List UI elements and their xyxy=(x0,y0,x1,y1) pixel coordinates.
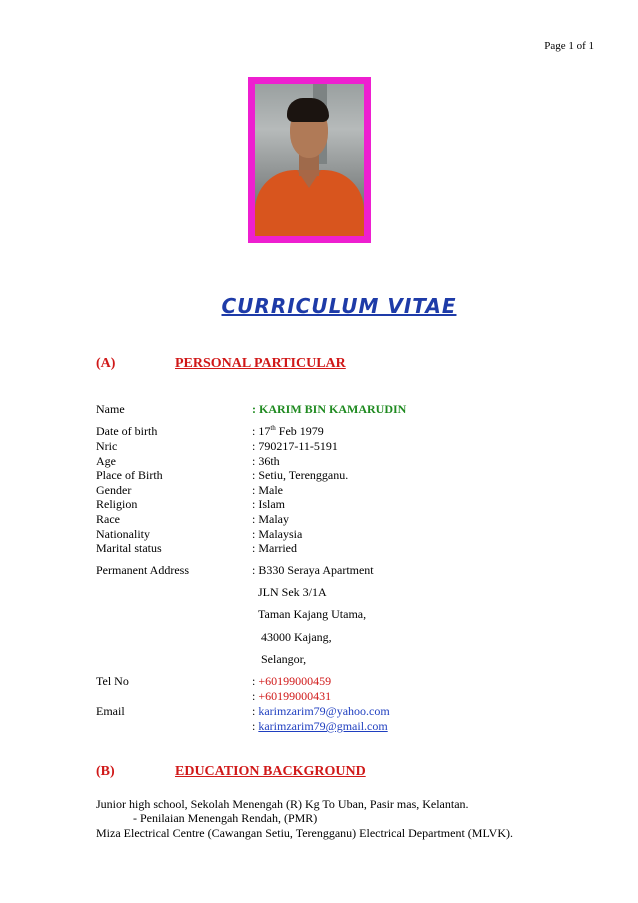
email-label: Email xyxy=(96,704,125,718)
field-value: : Islam xyxy=(252,497,285,511)
section-b-title: EDUCATION BACKGROUND xyxy=(175,764,366,779)
field-label: Gender xyxy=(96,483,132,497)
field-label: Race xyxy=(96,512,120,526)
address-label: Permanent Address xyxy=(96,563,189,577)
field-value: : Malay xyxy=(252,512,289,526)
field-label: Religion xyxy=(96,497,138,511)
profile-photo xyxy=(248,77,371,243)
dob-value: : 17th Feb 1979 xyxy=(252,424,324,438)
address-line: Selangor, xyxy=(261,652,307,666)
education-line: Miza Electrical Centre (Cawangan Setiu, Terengganu) Electrical Department (MLVK). xyxy=(96,826,513,840)
tel-value-2: : +60199000431 xyxy=(252,689,332,703)
page-number: Page 1 of 1 xyxy=(544,40,594,52)
field-label: Age xyxy=(96,454,116,468)
address-line: Taman Kajang Utama, xyxy=(258,607,367,621)
dob-label: Date of birth xyxy=(96,424,158,438)
name-label: Name xyxy=(96,402,125,416)
field-value: : 790217-11-5191 xyxy=(252,439,338,453)
name-value: : KARIM BIN KAMARUDIN xyxy=(252,402,407,416)
field-label: Place of Birth xyxy=(96,468,163,482)
portrait-image xyxy=(255,84,364,236)
field-value: : 36th xyxy=(252,454,280,468)
field-label: Nric xyxy=(96,439,118,453)
section-a-title: PERSONAL PARTICULAR xyxy=(175,356,346,371)
education-line: - Penilaian Menengah Rendah, (PMR) xyxy=(133,811,318,825)
section-b-letter: (B) xyxy=(96,764,115,779)
field-value: : Male xyxy=(252,483,283,497)
email-link-yahoo[interactable]: karimzarim79@yahoo.com xyxy=(258,704,390,718)
field-value: : Married xyxy=(252,541,297,555)
document-title: CURRICULUM VITAE xyxy=(221,294,457,318)
email-value-2: : karimzarim79@gmail.com xyxy=(252,719,388,733)
address-line: : B330 Seraya Apartment xyxy=(252,563,374,577)
address-line: JLN Sek 3/1A xyxy=(258,585,327,599)
tel-value-1: : +60199000459 xyxy=(252,674,332,688)
email-value-1: : karimzarim79@yahoo.com xyxy=(252,704,390,718)
email-link-gmail[interactable]: karimzarim79@gmail.com xyxy=(258,719,388,733)
education-line: Junior high school, Sekolah Menengah (R) Kg To Uban, Pasir mas, Kelantan. xyxy=(96,797,469,811)
field-value: : Setiu, Terengganu. xyxy=(252,468,349,482)
field-label: Marital status xyxy=(96,541,162,555)
tel-label: Tel No xyxy=(96,674,129,688)
field-label: Nationality xyxy=(96,527,150,541)
address-line: 43000 Kajang, xyxy=(261,630,332,644)
field-value: : Malaysia xyxy=(252,527,303,541)
section-a-letter: (A) xyxy=(96,356,116,371)
